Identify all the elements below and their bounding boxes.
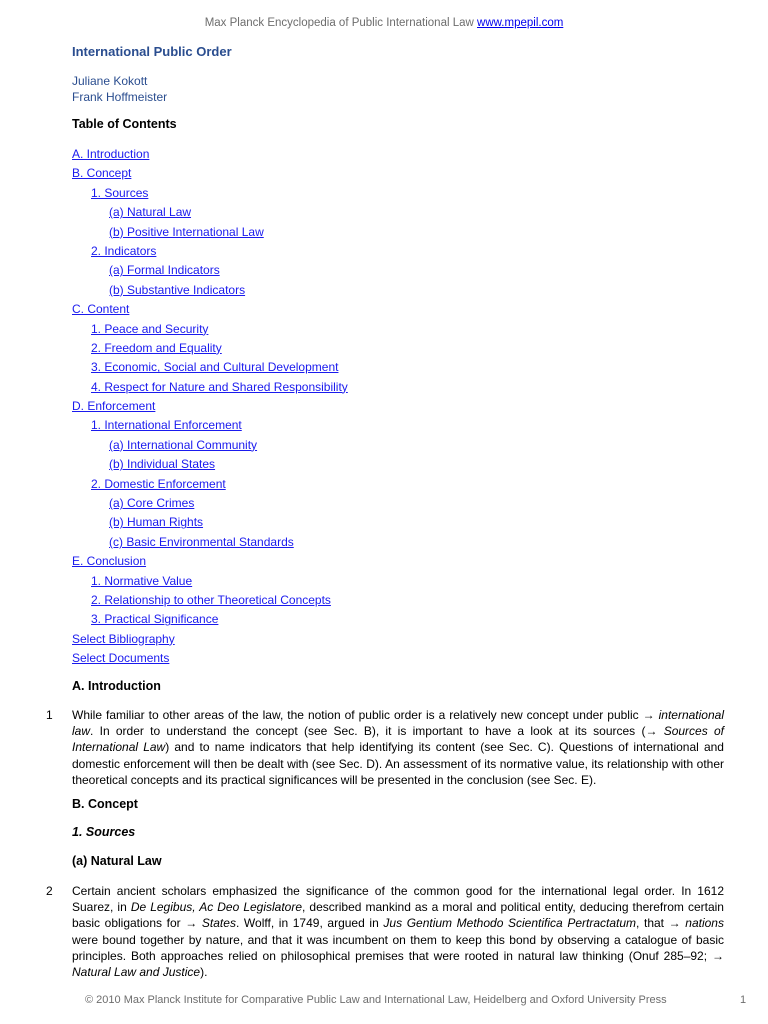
toc-item bbox=[0, 494, 768, 513]
toc-item bbox=[0, 533, 768, 552]
paragraph-1: While familiar to other areas of the law, the notion of public order is a relatively new concept under public → international law. In order to understand the concept (see Sec. B), it is important to have a look at its sources (→ Sources of International Law) and to name indicators that help identifying its content (see Sec. C). Questions of international and domestic enforcement will then be dealt with (see Sec. D). An assessment of its normative value, its relationship with other theoretical concepts and its practical significances will be presented in the conclusion (see Sec. E). bbox=[72, 708, 724, 787]
author-name: Juliane Kokott bbox=[72, 74, 148, 88]
toc-link[interactable]: 1. International Enforcement bbox=[91, 418, 242, 433]
toc-item bbox=[0, 436, 768, 455]
toc-link[interactable]: 1. Normative Value bbox=[91, 573, 193, 588]
toc-link[interactable]: 2. Domestic Enforcement bbox=[91, 476, 226, 491]
toc-link[interactable]: (b) Human Rights bbox=[109, 515, 204, 530]
page-header bbox=[0, 17, 768, 29]
toc-link[interactable]: (a) International Community bbox=[109, 437, 258, 452]
toc-link[interactable]: (b) Individual States bbox=[109, 457, 216, 472]
toc-heading: Table of Contents bbox=[72, 117, 177, 131]
toc-link[interactable]: 1. Peace and Security bbox=[91, 321, 209, 336]
toc-link[interactable]: B. Concept bbox=[72, 166, 132, 181]
footer-copyright: © 2010 Max Planck Institute for Comparative Public Law and International Law, Heidelberg and Oxford University Press bbox=[85, 994, 667, 1006]
toc-item bbox=[0, 610, 768, 629]
section-heading-introduction: A. Introduction bbox=[72, 679, 161, 693]
article-title: International Public Order bbox=[72, 44, 232, 59]
toc-link[interactable]: 1. Sources bbox=[91, 185, 149, 200]
toc-link[interactable]: (a) Formal Indicators bbox=[109, 263, 220, 278]
toc-item bbox=[0, 300, 768, 319]
toc-link[interactable]: (b) Positive International Law bbox=[109, 224, 264, 239]
toc-item bbox=[0, 281, 768, 300]
subsection-heading-sources: 1. Sources bbox=[72, 825, 136, 839]
toc-item bbox=[0, 513, 768, 532]
paragraph-number: 2 bbox=[46, 884, 53, 898]
toc-link[interactable]: 3. Practical Significance bbox=[91, 612, 219, 627]
toc-link[interactable]: (c) Basic Environmental Standards bbox=[109, 534, 294, 549]
toc-item bbox=[0, 475, 768, 494]
toc-link[interactable]: A. Introduction bbox=[72, 147, 150, 161]
toc-item bbox=[0, 184, 768, 203]
header-text: Max Planck Encyclopedia of Public International Law bbox=[204, 17, 478, 29]
toc-item bbox=[0, 320, 768, 339]
toc-item bbox=[0, 649, 768, 668]
toc-item bbox=[0, 572, 768, 591]
toc-item bbox=[0, 455, 768, 474]
toc-link[interactable]: 4. Respect for Nature and Shared Responsibility bbox=[91, 379, 348, 394]
toc-link[interactable]: (b) Substantive Indicators bbox=[109, 282, 246, 297]
toc-item bbox=[0, 552, 768, 571]
toc-link[interactable]: Select Documents bbox=[72, 651, 170, 666]
table-of-contents bbox=[0, 145, 768, 669]
page-number: 1 bbox=[740, 994, 747, 1006]
toc-link[interactable]: E. Conclusion bbox=[72, 554, 147, 569]
toc-item bbox=[0, 378, 768, 397]
toc-item bbox=[0, 397, 768, 416]
toc-item bbox=[0, 261, 768, 280]
toc-link[interactable]: D. Enforcement bbox=[72, 399, 156, 414]
toc-link[interactable]: (a) Core Crimes bbox=[109, 496, 195, 511]
toc-link[interactable]: 2. Indicators bbox=[91, 243, 157, 258]
toc-link[interactable]: Select Bibliography bbox=[72, 631, 175, 646]
website-link[interactable]: www.mpepil.com bbox=[477, 17, 564, 29]
toc-item bbox=[0, 339, 768, 358]
toc-item bbox=[0, 223, 768, 242]
paragraph-number: 1 bbox=[46, 708, 53, 722]
toc-link[interactable]: 3. Economic, Social and Cultural Development bbox=[91, 360, 339, 375]
toc-item bbox=[0, 630, 768, 649]
toc-item bbox=[0, 242, 768, 261]
author-name: Frank Hoffmeister bbox=[72, 90, 168, 104]
toc-link[interactable]: 2. Freedom and Equality bbox=[91, 340, 222, 355]
toc-link[interactable]: 2. Relationship to other Theoretical Concepts bbox=[91, 592, 331, 607]
toc-link[interactable]: C. Content bbox=[72, 302, 130, 317]
section-heading-concept: B. Concept bbox=[72, 797, 138, 811]
toc-item bbox=[0, 358, 768, 377]
toc-link[interactable]: (a) Natural Law bbox=[109, 205, 192, 220]
toc-item bbox=[0, 591, 768, 610]
toc-item bbox=[0, 145, 768, 164]
paragraph-2: Certain ancient scholars emphasized the significance of the common good for the international legal order. In 1612 Suarez, in De Legibus, Ac Deo Legislatore, described mankind as a moral and political entity, deducing therefrom certain basic obligations for → States. Wolff, in 1749, argued in Jus Gentium Methodo Scientifica Pertractatum, that → nations were bound together by nature, and that it was incumbent on them to keep this bond by observing a catalogue of basic principles. Both approaches relied on philosophical premises that were rooted in natural law thinking (Onuf 285–92; → Natural Law and Justice). bbox=[72, 884, 724, 980]
toc-item bbox=[0, 164, 768, 183]
toc-item bbox=[0, 203, 768, 222]
toc-item bbox=[0, 416, 768, 435]
subsection-heading-natural-law: (a) Natural Law bbox=[72, 854, 162, 868]
